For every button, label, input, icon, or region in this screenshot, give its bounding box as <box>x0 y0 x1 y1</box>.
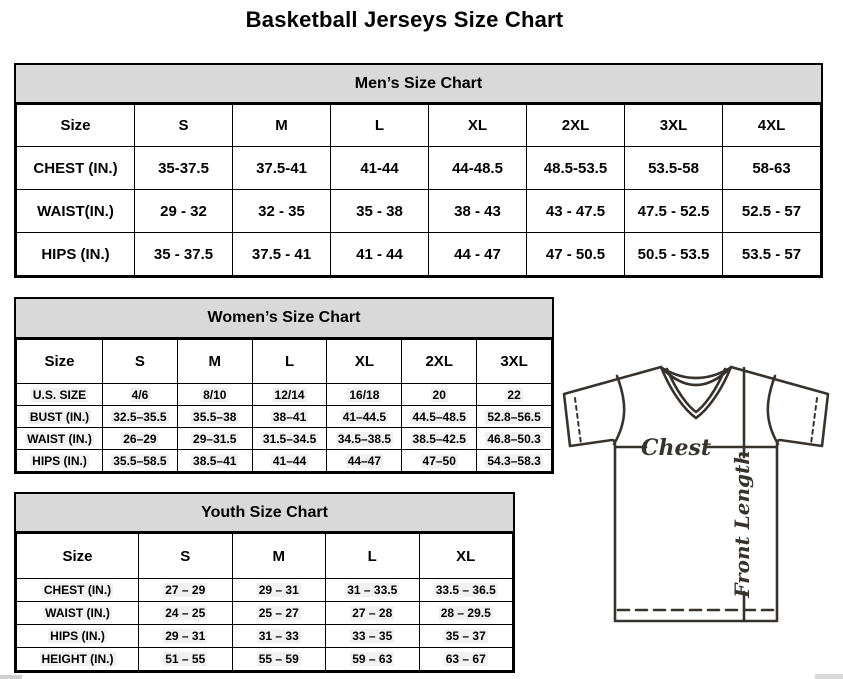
table-cell: 52.5 - 57 <box>723 190 821 233</box>
table-cell: 29 - 32 <box>135 190 233 233</box>
left-cuff-dashes <box>575 398 581 444</box>
mens-col-2xl: 2XL <box>527 105 625 147</box>
table-cell: 33.5 – 36.5 <box>419 579 513 602</box>
youth-row-chest <box>17 579 513 602</box>
youth-size-chart <box>14 492 515 673</box>
left-armhole-seam <box>614 376 624 444</box>
mens-row-hips <box>17 233 821 276</box>
mens-col-l: L <box>331 105 429 147</box>
table-cell: 63 – 67 <box>419 648 513 671</box>
womens-col-l: L <box>252 340 327 384</box>
womens-row-hips <box>17 450 552 472</box>
womens-row-waist <box>17 428 552 450</box>
womens-col-3xl: 3XL <box>477 340 552 384</box>
row-label: HIPS (IN.) <box>17 233 135 276</box>
table-cell: 44-48.5 <box>429 147 527 190</box>
table-cell: 28 – 29.5 <box>419 602 513 625</box>
table-cell: 29 – 31 <box>139 625 233 648</box>
page-title: Basketball Jerseys Size Chart <box>245 7 564 32</box>
row-label: WAIST (IN.) <box>17 602 139 625</box>
table-cell: 41–44 <box>252 450 327 472</box>
table-cell: 46.8–50.3 <box>477 428 552 450</box>
mens-table <box>16 104 821 276</box>
womens-col-2xl: 2XL <box>402 340 477 384</box>
mens-header-row <box>17 105 821 147</box>
table-cell: 35 - 38 <box>331 190 429 233</box>
table-cell: 16/18 <box>327 384 402 406</box>
table-cell: 20 <box>402 384 477 406</box>
table-cell: 27 – 29 <box>139 579 233 602</box>
table-cell: 33 – 35 <box>326 625 420 648</box>
womens-col-m: M <box>177 340 252 384</box>
table-cell: 35 - 37.5 <box>135 233 233 276</box>
table-cell: 54.3–58.3 <box>477 450 552 472</box>
row-label: WAIST(IN.) <box>17 190 135 233</box>
table-cell: 55 – 59 <box>232 648 326 671</box>
table-cell: 4/6 <box>103 384 178 406</box>
mens-col-s: S <box>135 105 233 147</box>
row-label: CHEST (IN.) <box>17 147 135 190</box>
youth-row-hips <box>17 625 513 648</box>
youth-chart-title: Youth Size Chart <box>16 494 513 533</box>
table-cell: 53.5 - 57 <box>723 233 821 276</box>
table-cell: 24 – 25 <box>139 602 233 625</box>
table-cell: 31.5–34.5 <box>252 428 327 450</box>
table-cell: 37.5 - 41 <box>233 233 331 276</box>
womens-col-s: S <box>103 340 178 384</box>
jersey-outline <box>564 367 828 621</box>
table-cell: 59 – 63 <box>326 648 420 671</box>
table-cell: 12/14 <box>252 384 327 406</box>
table-cell: 26–29 <box>103 428 178 450</box>
row-label: U.S. SIZE <box>17 384 103 406</box>
table-cell: 47.5 - 52.5 <box>625 190 723 233</box>
womens-row-us-size <box>17 384 552 406</box>
youth-col-s: S <box>139 534 233 579</box>
table-cell: 41–44.5 <box>327 406 402 428</box>
mens-size-chart <box>14 63 823 278</box>
womens-col-xl: XL <box>327 340 402 384</box>
mens-chart-title: Men’s Size Chart <box>16 65 821 104</box>
youth-header-row <box>17 534 513 579</box>
right-armhole-seam <box>768 376 778 444</box>
table-cell: 38 - 43 <box>429 190 527 233</box>
table-cell: 41 - 44 <box>331 233 429 276</box>
jersey-diagram <box>550 353 843 645</box>
chest-label: Chest <box>640 435 712 461</box>
womens-table <box>16 339 552 472</box>
row-label: HIPS (IN.) <box>17 625 139 648</box>
mens-col-size: Size <box>17 105 135 147</box>
womens-chart-title: Women’s Size Chart <box>16 299 552 339</box>
mens-row-chest <box>17 147 821 190</box>
table-cell: 44 - 47 <box>429 233 527 276</box>
table-cell: 22 <box>477 384 552 406</box>
table-cell: 41-44 <box>331 147 429 190</box>
table-cell: 32 - 35 <box>233 190 331 233</box>
table-cell: 35-37.5 <box>135 147 233 190</box>
table-cell: 37.5-41 <box>233 147 331 190</box>
table-cell: 25 – 27 <box>232 602 326 625</box>
table-cell: 48.5-53.5 <box>527 147 625 190</box>
table-cell: 58-63 <box>723 147 821 190</box>
table-cell: 51 – 55 <box>139 648 233 671</box>
table-cell: 32.5–35.5 <box>103 406 178 428</box>
youth-col-xl: XL <box>419 534 513 579</box>
table-cell: 47–50 <box>402 450 477 472</box>
table-cell: 29 – 31 <box>232 579 326 602</box>
row-label: HEIGHT (IN.) <box>17 648 139 671</box>
table-cell: 43 - 47.5 <box>527 190 625 233</box>
table-cell: 29–31.5 <box>177 428 252 450</box>
table-cell: 31 – 33 <box>232 625 326 648</box>
table-cell: 52.8–56.5 <box>477 406 552 428</box>
table-cell: 35.5–58.5 <box>103 450 178 472</box>
row-label: CHEST (IN.) <box>17 579 139 602</box>
table-cell: 50.5 - 53.5 <box>625 233 723 276</box>
table-cell: 38–41 <box>252 406 327 428</box>
table-cell: 8/10 <box>177 384 252 406</box>
youth-col-size: Size <box>17 534 139 579</box>
womens-row-bust <box>17 406 552 428</box>
right-cuff-dashes <box>811 398 817 444</box>
scrollbar-fragment-right <box>815 674 843 679</box>
youth-col-l: L <box>326 534 420 579</box>
mens-col-3xl: 3XL <box>625 105 723 147</box>
mens-col-xl: XL <box>429 105 527 147</box>
table-cell: 35 – 37 <box>419 625 513 648</box>
table-cell: 44.5–48.5 <box>402 406 477 428</box>
row-label: BUST (IN.) <box>17 406 103 428</box>
table-cell: 35.5–38 <box>177 406 252 428</box>
womens-col-size: Size <box>17 340 103 384</box>
mens-row-waist <box>17 190 821 233</box>
youth-row-height <box>17 648 513 671</box>
table-cell: 27 – 28 <box>326 602 420 625</box>
row-label: WAIST (IN.) <box>17 428 103 450</box>
table-cell: 38.5–41 <box>177 450 252 472</box>
youth-table <box>16 533 513 671</box>
table-cell: 53.5-58 <box>625 147 723 190</box>
table-cell: 38.5–42.5 <box>402 428 477 450</box>
front-length-label: Front Length <box>730 450 754 598</box>
womens-header-row <box>17 340 552 384</box>
table-cell: 47 - 50.5 <box>527 233 625 276</box>
youth-row-waist <box>17 602 513 625</box>
table-cell: 34.5–38.5 <box>327 428 402 450</box>
mens-col-m: M <box>233 105 331 147</box>
womens-size-chart <box>14 297 554 474</box>
table-cell: 44–47 <box>327 450 402 472</box>
scrollbar-fragment-left <box>0 675 22 679</box>
table-cell: 31 – 33.5 <box>326 579 420 602</box>
youth-col-m: M <box>232 534 326 579</box>
mens-col-4xl: 4XL <box>723 105 821 147</box>
row-label: HIPS (IN.) <box>17 450 103 472</box>
